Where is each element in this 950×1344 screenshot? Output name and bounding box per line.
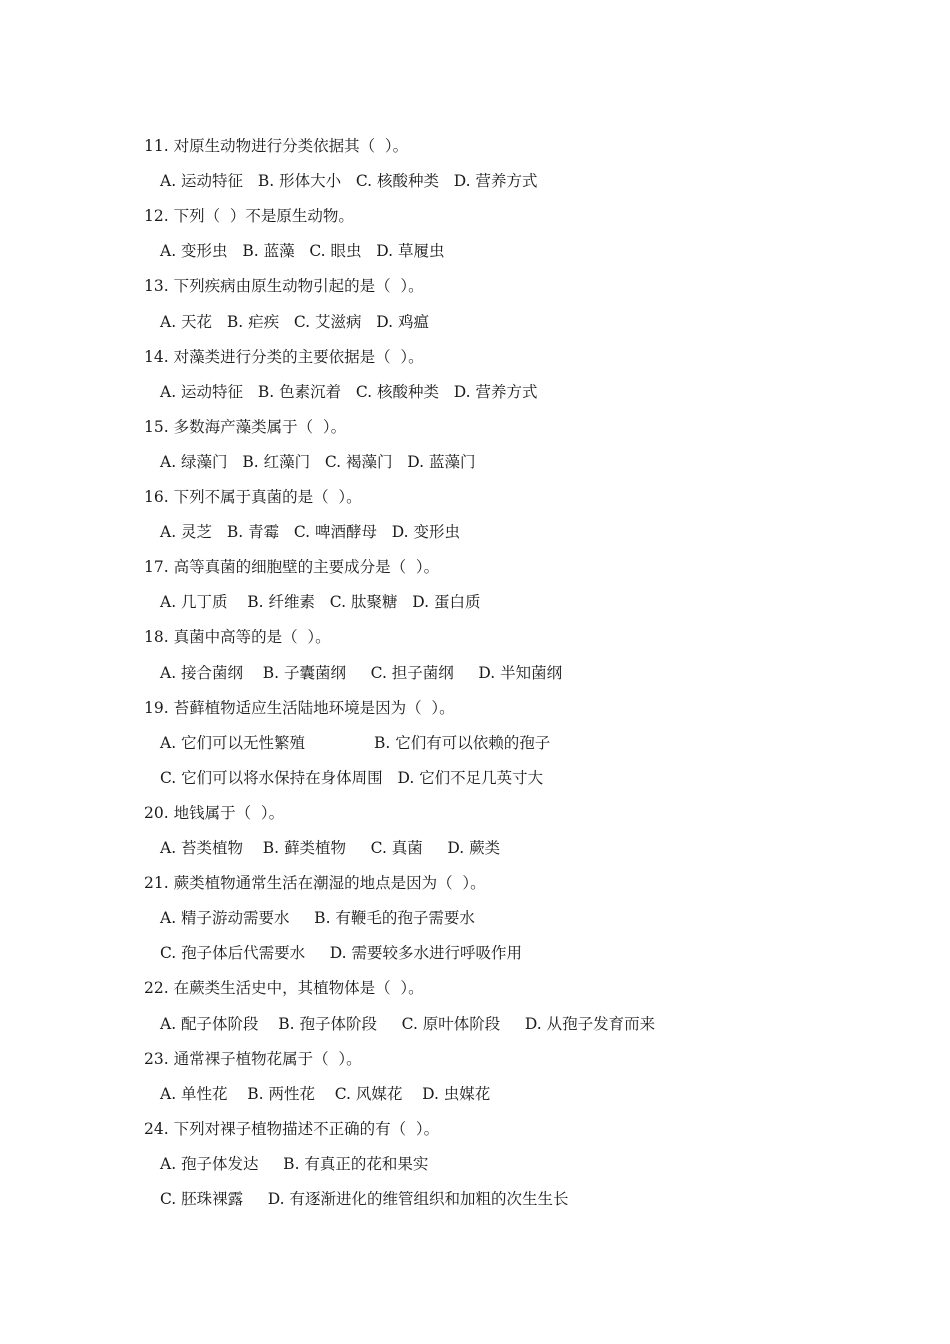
question-text: 23. 通常裸子植物花属于（ ）。	[144, 1050, 362, 1068]
answer-options: A. 它们可以无性繁殖 B. 它们有可以依赖的孢子	[160, 734, 551, 752]
answer-options: A. 孢子体发达 B. 有真正的花和果实	[160, 1155, 429, 1173]
question-text: 17. 高等真菌的细胞壁的主要成分是（ ）。	[144, 558, 440, 576]
answer-options: A. 几丁质 B. 纤维素 C. 肽聚糖 D. 蛋白质	[160, 593, 481, 611]
question-text: 12. 下列（ ）不是原生动物。	[144, 207, 354, 225]
question-text: 24. 下列对裸子植物描述不正确的有（ ）。	[144, 1120, 440, 1138]
answer-options: A. 精子游动需要水 B. 有鞭毛的孢子需要水	[160, 909, 475, 927]
answer-options: A. 天花 B. 疟疾 C. 艾滋病 D. 鸡瘟	[160, 313, 430, 331]
answer-options: C. 它们可以将水保持在身体周围 D. 它们不足几英寸大	[160, 769, 544, 787]
answer-options: A. 运动特征 B. 色素沉着 C. 核酸种类 D. 营养方式	[160, 383, 538, 401]
answer-options: A. 变形虫 B. 蓝藻 C. 眼虫 D. 草履虫	[160, 242, 445, 260]
answer-options: A. 接合菌纲 B. 子囊菌纲 C. 担子菌纲 D. 半知菌纲	[160, 664, 563, 682]
answer-options: A. 苔类植物 B. 藓类植物 C. 真菌 D. 蕨类	[160, 839, 501, 857]
answer-options: A. 单性花 B. 两性花 C. 风媒花 D. 虫媒花	[160, 1085, 491, 1103]
question-text: 14. 对藻类进行分类的主要依据是（ ）。	[144, 348, 424, 366]
answer-options: A. 运动特征 B. 形体大小 C. 核酸种类 D. 营养方式	[160, 172, 538, 190]
question-text: 19. 苔藓植物适应生活陆地环境是因为（ ）。	[144, 699, 455, 717]
answer-options: A. 绿藻门 B. 红藻门 C. 褐藻门 D. 蓝藻门	[160, 453, 476, 471]
question-text: 22. 在蕨类生活史中，其植物体是（ ）。	[144, 979, 424, 997]
answer-options: C. 胚珠裸露 D. 有逐渐进化的维管组织和加粗的次生生长	[160, 1190, 569, 1208]
question-text: 20. 地钱属于（ ）。	[144, 804, 285, 822]
question-text: 16. 下列不属于真菌的是（ ）。	[144, 488, 362, 506]
question-text: 18. 真菌中高等的是（ ）。	[144, 628, 331, 646]
question-text: 13. 下列疾病由原生动物引起的是（ ）。	[144, 277, 424, 295]
question-text: 11. 对原生动物进行分类依据其（ ）。	[144, 137, 409, 155]
question-text: 15. 多数海产藻类属于（ ）。	[144, 418, 347, 436]
answer-options: A. 灵芝 B. 青霉 C. 啤酒酵母 D. 变形虫	[160, 523, 461, 541]
answer-options: A. 配子体阶段 B. 孢子体阶段 C. 原叶体阶段 D. 从孢子发育而来	[160, 1015, 656, 1033]
question-text: 21. 蕨类植物通常生活在潮湿的地点是因为（ ）。	[144, 874, 486, 892]
answer-options: C. 孢子体后代需要水 D. 需要较多水进行呼吸作用	[160, 944, 523, 962]
